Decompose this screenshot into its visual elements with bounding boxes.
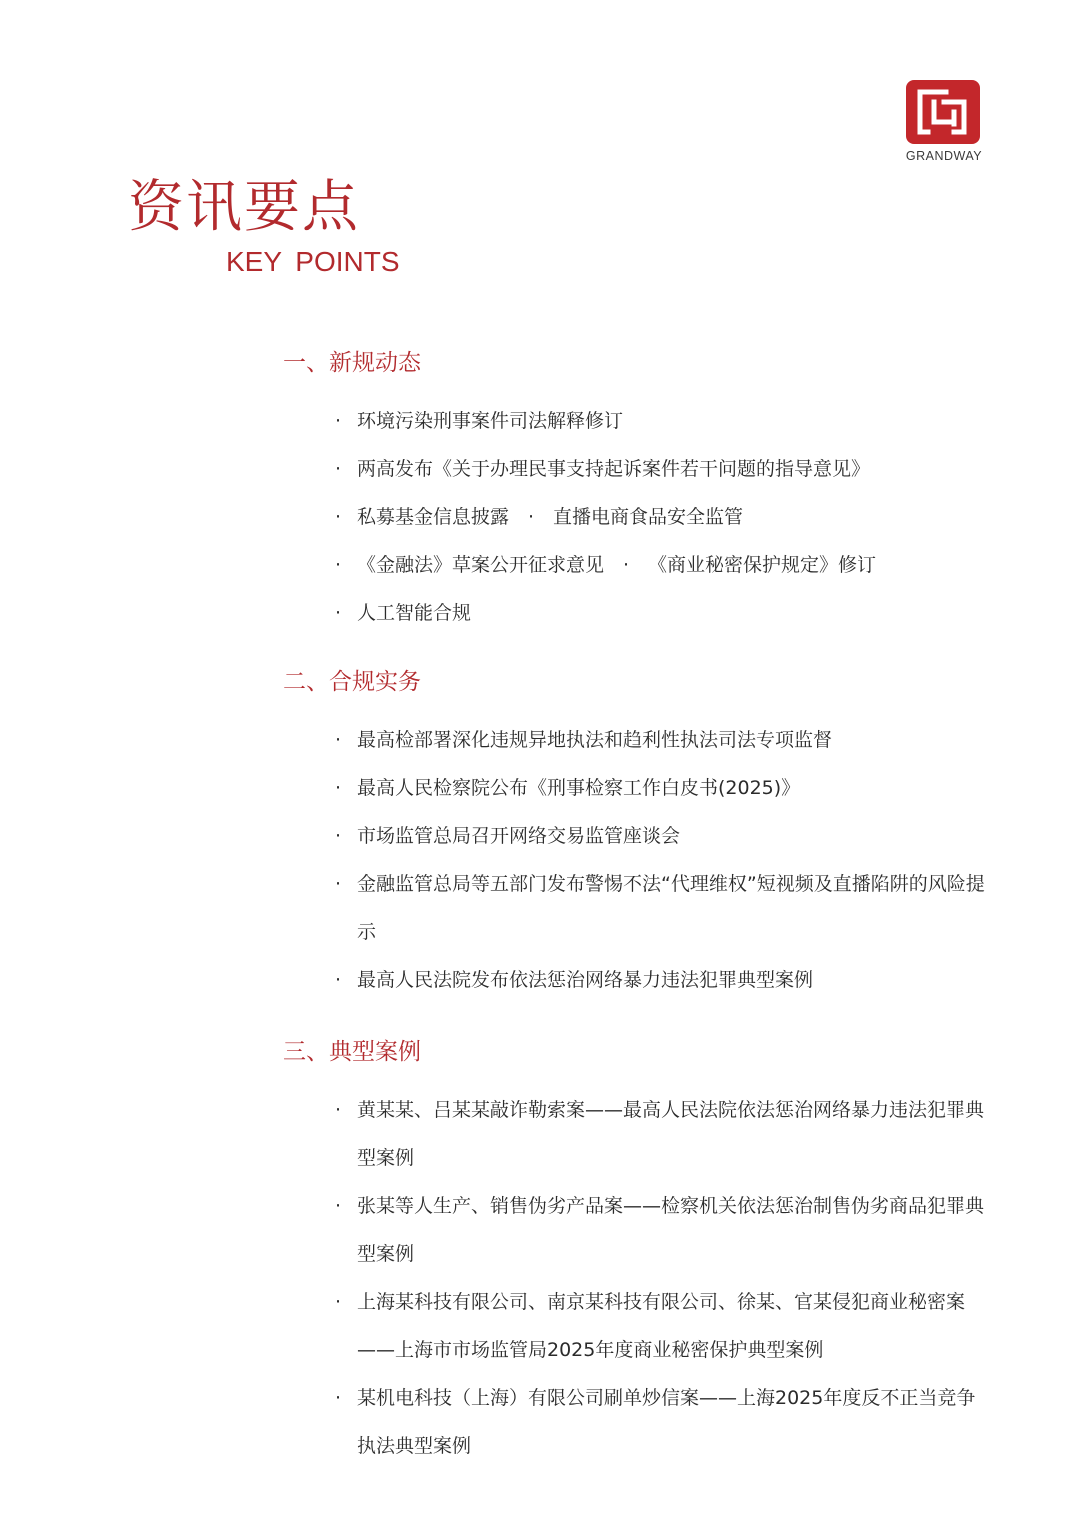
list-item: · 市场监管总局召开网络交易监管座谈会 — [335, 825, 681, 847]
list-item: · 环境污染刑事案件司法解释修订 — [335, 410, 624, 432]
list-item: · 最高人民检察院公布《刑事检察工作白皮书(2025)》 — [335, 777, 801, 799]
item-list — [283, 397, 993, 637]
section-heading: 二、合规实务 — [283, 669, 421, 695]
brand-logo — [898, 80, 990, 163]
list-item: · 最高人民法院发布依法惩治网络暴力违法犯罪典型案例 — [335, 969, 814, 991]
list-item: · 张某等人生产、销售伪劣产品案——检察机关依法惩治制售伪劣商品犯罪典型案例 — [335, 1195, 985, 1265]
list-item: · 上海某科技有限公司、南京某科技有限公司、徐某、官某侵犯商业秘密案——上海市市场监管局2025年度商业秘密保护典型案例 — [335, 1291, 966, 1361]
list-item: · 《金融法》草案公开征求意见 · 《商业秘密保护规定》修订 — [335, 554, 877, 576]
section-new-regulations — [283, 347, 993, 637]
list-item: · 私募基金信息披露 · 直播电商食品安全监管 — [335, 506, 744, 528]
section-compliance-practice — [283, 666, 993, 1004]
list-item: · 金融监管总局等五部门发布警惕不法“代理维权”短视频及直播陷阱的风险提示 — [335, 873, 985, 943]
list-item: · 人工智能合规 — [335, 602, 472, 624]
list-item: · 某机电科技（上海）有限公司刷单炒信案——上海2025年度反不正当竞争执法典型案例 — [335, 1387, 976, 1457]
item-list — [283, 1086, 993, 1470]
list-item: · 最高检部署深化违规异地执法和趋利性执法司法专项监督 — [335, 729, 833, 751]
item-list — [283, 716, 993, 1004]
list-item: · 两高发布《关于办理民事支持起诉案件若干问题的指导意见》 — [335, 458, 871, 480]
grandway-logo-icon — [906, 80, 980, 144]
page-subtitle: KEY POINTS — [226, 246, 400, 277]
section-heading: 三、典型案例 — [283, 1039, 421, 1065]
list-item: · 黄某某、吕某某敲诈勒索案——最高人民法院依法惩治网络暴力违法犯罪典型案例 — [335, 1099, 985, 1169]
brand-name: GRANDWAY — [905, 149, 983, 163]
page-title: 资讯要点 — [128, 175, 360, 240]
section-typical-cases — [283, 1036, 993, 1470]
section-heading: 一、新规动态 — [283, 350, 421, 376]
